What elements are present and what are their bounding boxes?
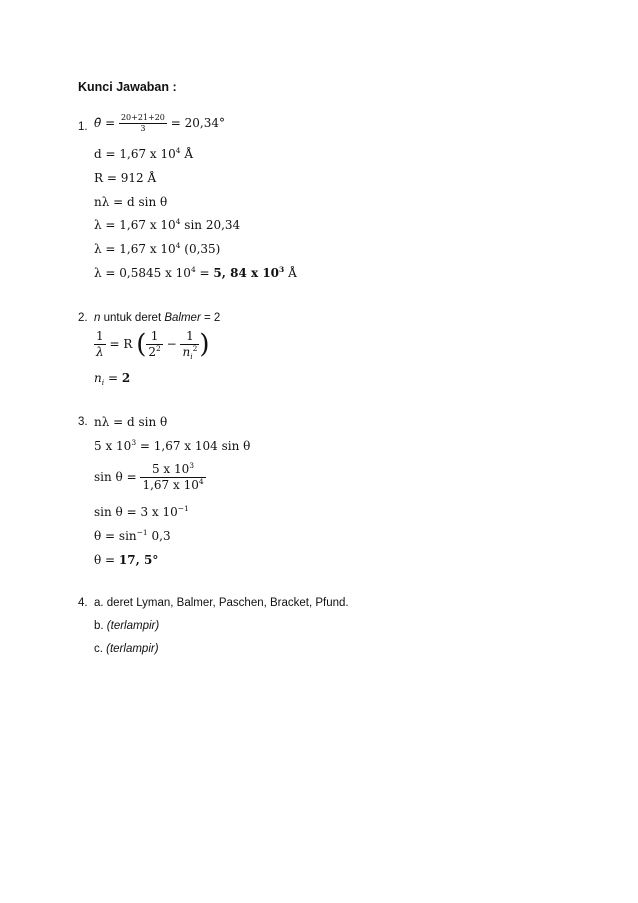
q1-d-text: d = 1,67 x 10	[94, 147, 176, 161]
q3-answer: 17, 5°	[118, 553, 159, 567]
q4-c-prefix: c.	[94, 643, 107, 655]
q2-f1-top: 1	[146, 329, 162, 345]
q2-balmer: Balmer	[164, 312, 201, 324]
q1-fraction	[119, 113, 167, 134]
q4-c-note: (terlampir)	[106, 643, 159, 655]
q1-lambda-3	[94, 266, 297, 280]
q3-frac-top-exp: 3	[189, 461, 195, 470]
q2-ni-eq: =	[104, 371, 122, 385]
q3-l4-exp: −1	[136, 528, 148, 537]
q2-f2-sub: i	[190, 352, 193, 361]
q2-statement	[94, 312, 220, 324]
q1-frac-top: 20+21+20	[120, 113, 165, 122]
q3-frac-top: 5 x 10	[151, 462, 190, 476]
q1-d-unit: Å	[180, 147, 194, 161]
q3-l1-a: 5 x 10	[94, 439, 132, 453]
q1-l1-b: sin 20,34	[180, 218, 241, 232]
q1-l3-exp: 4	[190, 265, 196, 274]
q2-ni: n	[94, 371, 102, 385]
q2-number: 2.	[78, 312, 88, 324]
q2-f2-exp: 2	[192, 344, 198, 353]
q3-l3-exp: −1	[177, 504, 189, 513]
q1-eq: =	[105, 116, 116, 130]
q1-l3-answer: 5, 84 x 10	[213, 266, 280, 280]
q4-item-a: a. deret Lyman, Balmer, Paschen, Bracket, Pfund.	[94, 597, 349, 609]
q2-text-a: untuk deret	[100, 312, 165, 324]
q3-bragg-line: nλ = d sin θ	[94, 415, 168, 429]
q2-lhs-top: 1	[96, 329, 104, 343]
q2-open-paren: (	[136, 329, 147, 360]
q1-result: = 20,34°	[170, 116, 225, 130]
q1-l1-a: λ = 1,67 x 10	[94, 218, 176, 232]
q2-frac-2	[180, 329, 199, 360]
q4-b-note: (terlampir)	[106, 620, 160, 632]
q1-l3-unit: Å	[284, 266, 297, 280]
q4-number: 4.	[78, 597, 88, 609]
q4-b-prefix: b.	[94, 620, 107, 632]
q1-d-line	[94, 147, 193, 161]
q2-eq-r: = R	[105, 337, 137, 351]
q2-n-var: n	[94, 312, 101, 324]
heading: Kunci Jawaban :	[78, 80, 177, 94]
q3-sin-fraction-line	[94, 462, 206, 493]
q2-f1-bot: 2	[148, 345, 156, 359]
q4-item-c	[94, 643, 159, 655]
q1-frac-bot: 3	[140, 124, 146, 133]
q3-l4-b: 0,3	[147, 529, 171, 543]
q3-line-3	[94, 505, 189, 519]
q1-l3-a: λ = 0,5845 x 10	[94, 266, 191, 280]
q3-l5-a: θ =	[94, 553, 119, 567]
q1-l2-a: λ = 1,67 x 10	[94, 242, 176, 256]
q3-l3-a: sin θ = 3 x 10	[94, 505, 178, 519]
q2-text-b: = 2	[200, 312, 221, 324]
q2-f1-exp: 2	[155, 344, 161, 353]
q3-fraction	[140, 462, 205, 493]
q3-l4-a: θ = sin	[94, 529, 137, 543]
q1-l3-b: =	[195, 266, 214, 280]
q1-d-exp: 4	[175, 146, 181, 155]
q3-number: 3.	[78, 416, 88, 428]
q3-line-1	[94, 439, 250, 453]
q2-f2-top: 1	[180, 329, 199, 345]
q2-f2-bot: n	[182, 345, 191, 359]
q2-rydberg-equation	[94, 329, 210, 360]
q2-lhs-fraction	[94, 329, 106, 360]
theta-bar: θ̄	[94, 116, 102, 130]
q1-lambda-2	[94, 242, 220, 256]
q3-l1-b: = 1,67 x 104 sin θ	[136, 439, 251, 453]
q1-l2-exp: 4	[175, 241, 181, 250]
q1-lambda-1	[94, 218, 240, 232]
q1-r-line: R = 912 Å	[94, 171, 157, 185]
q2-lhs-bot: λ	[96, 345, 104, 359]
q3-frac-bot: 1,67 x 10	[142, 478, 199, 492]
q2-ni-sub: i	[101, 378, 105, 387]
q1-mean-angle	[94, 113, 225, 134]
q3-line-5	[94, 553, 158, 567]
q2-ni-value: 2	[121, 371, 131, 385]
q1-number: 1.	[78, 121, 88, 133]
q3-line-4	[94, 529, 171, 543]
q2-close-paren: )	[199, 329, 210, 360]
q3-l1-exp: 3	[131, 438, 137, 447]
q2-ni-answer	[94, 371, 130, 385]
q1-l1-exp: 4	[175, 217, 181, 226]
q2-frac-1	[146, 329, 162, 360]
q1-bragg-line: nλ = d sin θ	[94, 195, 168, 209]
q1-l3-answer-exp: 3	[279, 265, 285, 274]
q1-l2-b: (0,35)	[180, 242, 221, 256]
q3-sin-lhs: sin θ =	[94, 470, 141, 484]
q2-minus: −	[162, 337, 181, 351]
q3-frac-bot-exp: 4	[198, 477, 204, 486]
q4-item-b	[94, 620, 159, 632]
